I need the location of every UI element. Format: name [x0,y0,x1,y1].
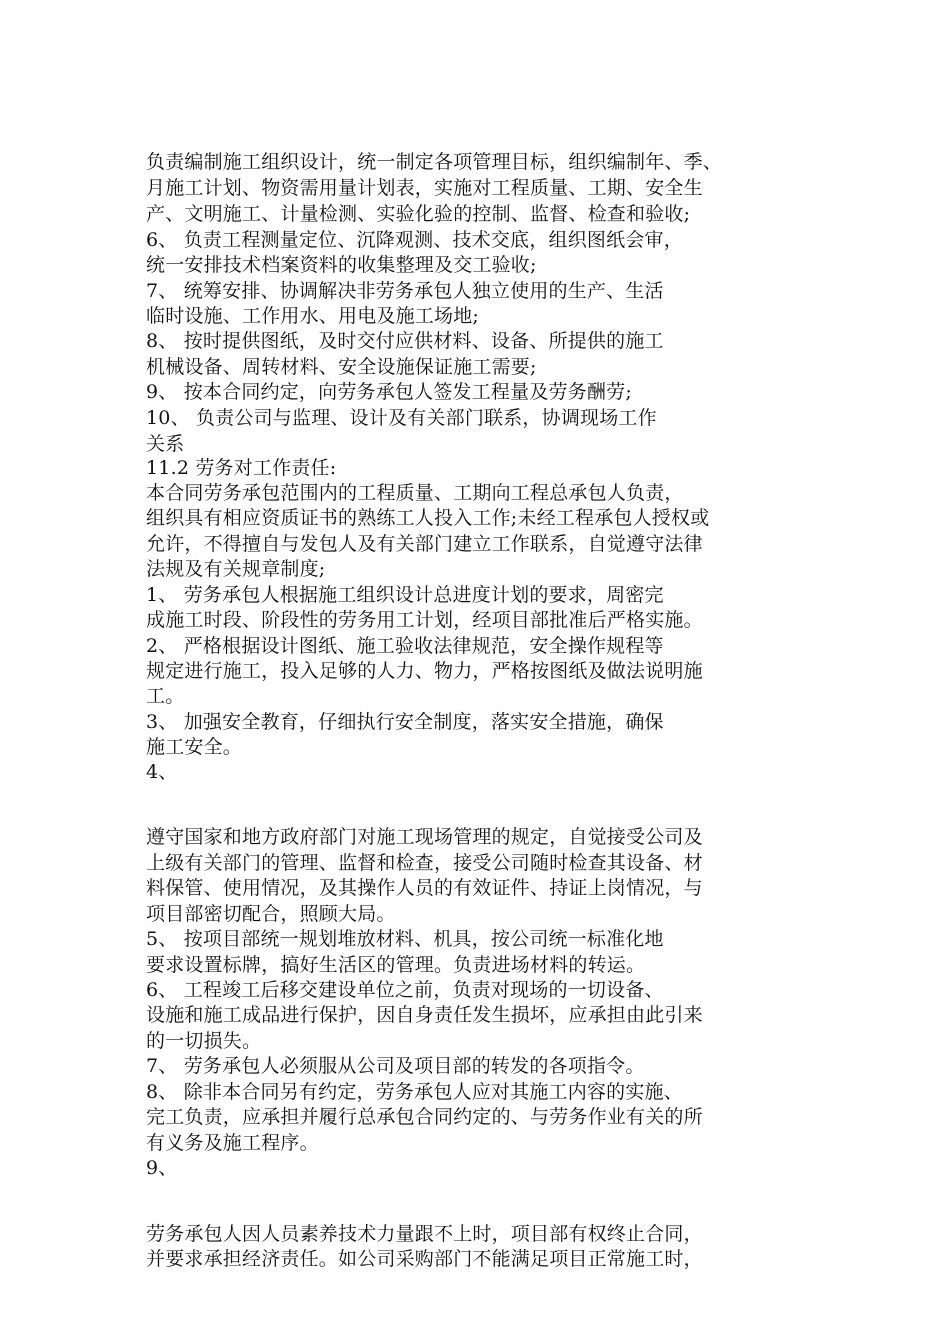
text-line: 9、 按本合同约定，向劳务承包人签发工程量及劳务酬劳; [146,381,632,403]
text-line: 成施工时段、阶段性的劳务用工计划，经项目部批准后严格实施。 [146,609,703,631]
text-line: 组织具有相应资质证书的熟练工人投入工作;未经工程承包人授权或 [146,507,710,529]
text-line: 遵守国家和地方政府部门对施工现场管理的规定，自觉接受公司及 [146,826,703,848]
text-line: 1、 劳务承包人根据施工组织设计总进度计划的要求，周密完 [146,584,664,606]
text-line: 月施工计划、物资需用量计划表，实施对工程质量、工期、安全生 [146,177,703,199]
text-line: 8、 按时提供图纸，及时交付应供材料、设备、所提供的施工 [146,330,664,352]
text-line: 3、 加强安全教育，仔细执行安全制度，落实安全措施，确保 [146,711,664,733]
text-line: 产、文明施工、计量检测、实验化验的控制、监督、检查和验收; [146,203,691,225]
text-line: 允许，不得擅自与发包人及有关部门建立工作联系，自觉遵守法律 [146,533,703,555]
text-line: 项目部密切配合，照顾大局。 [146,903,396,925]
text-line: 6、 负责工程测量定位、沉降观测、技术交底，组织图纸会审， [146,229,683,251]
text-line: 并要求承担经济责任。如公司采购部门不能满足项目正常施工时， [146,1248,703,1270]
text-line: 9、 [146,1157,178,1179]
text-line: 的一切损失。 [146,1030,262,1052]
text-line: 有义务及施工程序。 [146,1132,319,1154]
text-line: 10、 负责公司与监理、设计及有关部门联系，协调现场工作 [146,407,657,429]
text-line: 临时设施、工作用水、用电及施工场地; [146,305,480,327]
text-line: 规定进行施工，投入足够的人力、物力，严格按图纸及做法说明施 [146,660,703,682]
text-line: 8、 除非本合同另有约定，劳务承包人应对其施工内容的实施、 [146,1081,683,1103]
text-line: 负责编制施工组织设计，统一制定各项管理目标，组织编制年、季、 [146,151,723,173]
text-line: 施工安全。 [146,736,243,758]
text-line: 机械设备、周转材料、安全设施保证施工需要; [146,356,537,378]
text-line: 本合同劳务承包范围内的工程质量、工期向工程总承包人负责， [146,482,684,504]
text-line: 统一安排技术档案资料的收集整理及交工验收; [146,254,537,276]
text-line: 11.2 劳务对工作责任: [146,457,337,479]
text-line: 工。 [146,685,185,707]
text-line: 料保管、使用情况，及其操作人员的有效证件、持证上岗情况，与 [146,877,703,899]
text-line: 5、 按项目部统一规划堆放材料、机具，按公司统一标准化地 [146,928,664,950]
text-line: 7、 统筹安排、协调解决非劳务承包人独立使用的生产、生活 [146,280,664,302]
text-line: 关系 [146,433,185,455]
text-line: 劳务承包人因人员素养技术力量跟不上时，项目部有权终止合同， [146,1223,703,1245]
text-line: 完工负责，应承担并履行总承包合同约定的、与劳务作业有关的所 [146,1106,703,1128]
text-line: 6、 工程竣工后移交建设单位之前，负责对现场的一切设备、 [146,979,664,1001]
text-line: 2、 严格根据设计图纸、施工验收法律规范，安全操作规程等 [146,635,664,657]
text-line: 设施和施工成品进行保护，因自身责任发生损坏，应承担由此引来 [146,1004,703,1026]
text-line: 法规及有关规章制度; [146,558,326,580]
text-line: 7、 劳务承包人必须服从公司及项目部的转发的各项指令。 [146,1055,645,1077]
text-line: 要求设置标牌，搞好生活区的管理。负责进场材料的转运。 [146,954,646,976]
text-line: 上级有关部门的管理、监督和检查，接受公司随时检查其设备、材 [146,852,703,874]
text-line: 4、 [146,761,178,783]
